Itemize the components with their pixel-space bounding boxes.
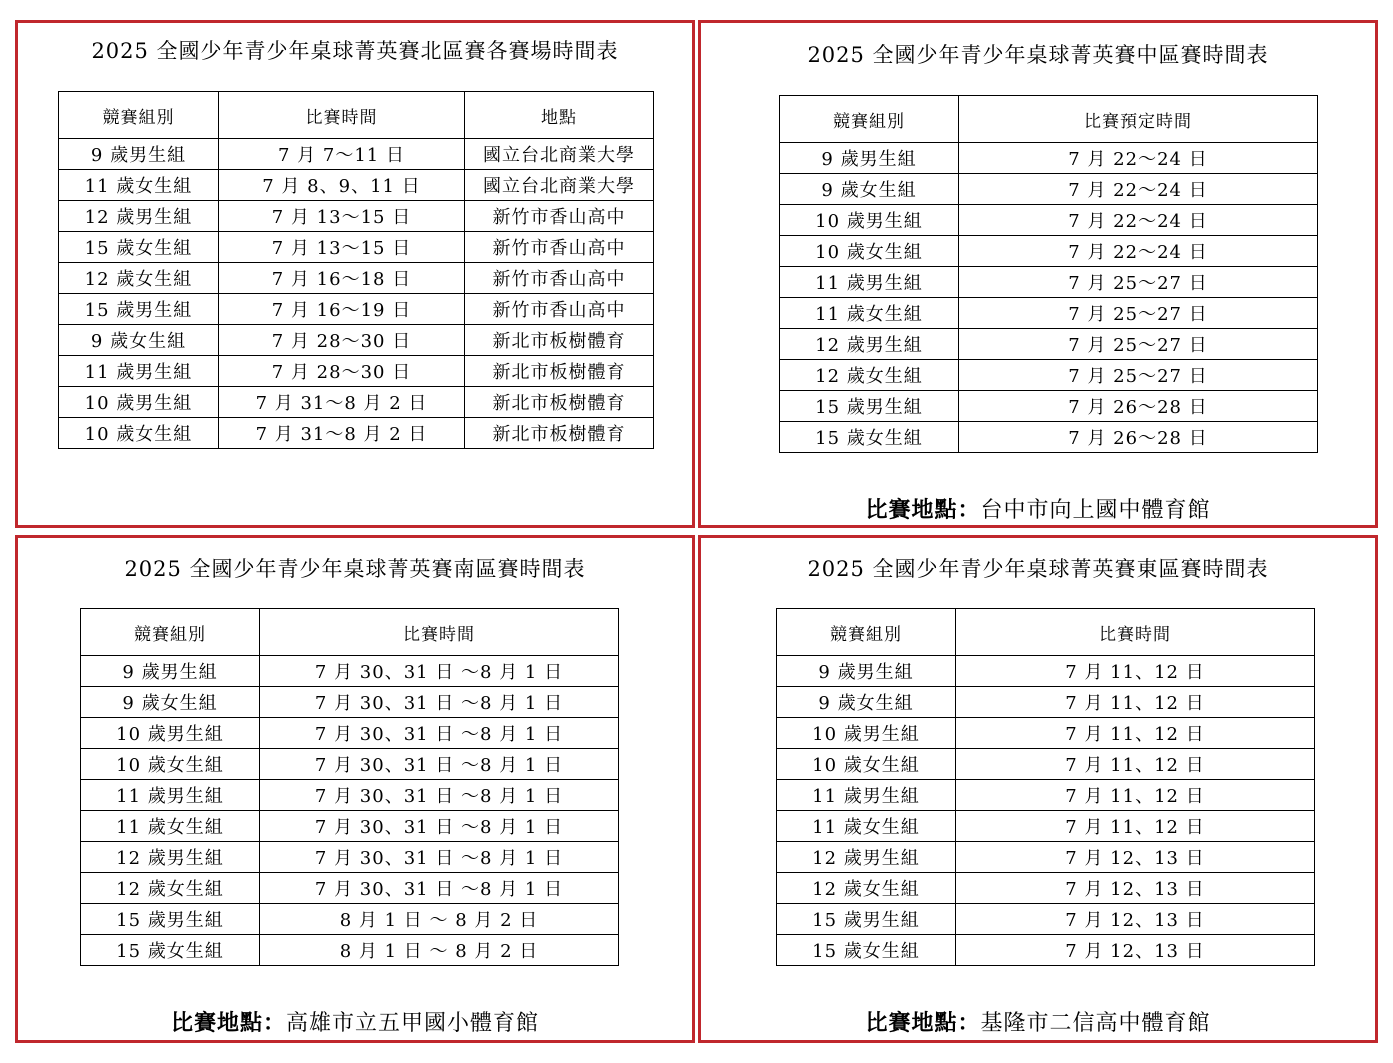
cell-group: 15 歲女生組 [81,935,260,966]
table-row [777,873,1315,904]
cell-time: 7 月 11、12 日 [956,811,1315,842]
cell-time: 7 月 22～24 日 [959,174,1318,205]
cell-group: 15 歲男生組 [777,904,956,935]
table-row [81,687,619,718]
table-row [81,780,619,811]
table-row [59,139,654,170]
cell-group: 12 歲男生組 [780,329,959,360]
table-row [59,263,654,294]
cell-group: 10 歲男生組 [81,718,260,749]
cell-time: 7 月 30、31 日 ～8 月 1 日 [260,780,619,811]
cell-time: 7 月 26～28 日 [959,422,1318,453]
table-row [59,232,654,263]
cell-time: 7 月 12、13 日 [956,935,1315,966]
cell-group: 15 歲女生組 [59,232,219,263]
table-row [81,749,619,780]
cell-place: 國立台北商業大學 [465,139,654,170]
table-row [81,904,619,935]
table-row [59,418,654,449]
venue-label: 比賽地點： [170,1010,286,1036]
venue-name: 基隆市二信高中體育館 [980,1011,1211,1036]
east-rows [777,656,1315,966]
central-table [779,95,1318,453]
cell-time: 7 月 30、31 日 ～8 月 1 日 [260,718,619,749]
cell-place: 國立台北商業大學 [465,170,654,201]
table-header-row [777,609,1315,656]
central-venue [701,493,1375,524]
cell-place: 新北市板樹體育 [465,387,654,418]
header-group: 競賽組別 [81,609,260,656]
cell-group: 10 歲女生組 [59,418,219,449]
cell-place: 新竹市香山高中 [465,263,654,294]
cell-place: 新北市板樹體育 [465,356,654,387]
cell-time: 7 月 30、31 日 ～8 月 1 日 [260,749,619,780]
table-row [780,391,1318,422]
venue-name: 台中市向上國中體育館 [980,498,1211,523]
cell-group: 9 歲女生組 [777,687,956,718]
cell-group: 12 歲男生組 [81,842,260,873]
table-row [777,687,1315,718]
header-group: 競賽組別 [777,609,956,656]
cell-time: 7 月 11、12 日 [956,656,1315,687]
venue-label: 比賽地點： [865,497,981,523]
cell-group: 11 歲女生組 [59,170,219,201]
cell-time: 7 月 12、13 日 [956,904,1315,935]
table-header-row [780,96,1318,143]
table-row [81,935,619,966]
south-panel [15,535,695,1043]
east-table [776,608,1315,966]
cell-group: 9 歲男生組 [780,143,959,174]
cell-place: 新北市板樹體育 [465,325,654,356]
table-row [777,780,1315,811]
cell-group: 15 歲男生組 [81,904,260,935]
table-row [780,205,1318,236]
cell-group: 10 歲女生組 [777,749,956,780]
cell-time: 7 月 30、31 日 ～8 月 1 日 [260,873,619,904]
table-row [59,294,654,325]
cell-place: 新竹市香山高中 [465,232,654,263]
cell-group: 10 歲女生組 [780,236,959,267]
cell-group: 9 歲男生組 [59,139,219,170]
header-place: 地點 [465,92,654,139]
cell-time: 7 月 26～28 日 [959,391,1318,422]
east-title: 2025 全國少年青少年桌球菁英賽東區賽時間表 [807,557,1269,581]
table-row [81,842,619,873]
table-row [780,143,1318,174]
north-panel [15,20,695,528]
cell-group: 9 歲女生組 [81,687,260,718]
header-time: 比賽時間 [260,609,619,656]
cell-time: 7 月 28～30 日 [219,325,465,356]
table-row [59,201,654,232]
east-panel [698,535,1378,1043]
header-time: 比賽預定時間 [959,96,1318,143]
table-row [59,170,654,201]
cell-group: 9 歲男生組 [81,656,260,687]
cell-time: 7 月 30、31 日 ～8 月 1 日 [260,656,619,687]
cell-time: 7 月 30、31 日 ～8 月 1 日 [260,687,619,718]
table-row [777,656,1315,687]
cell-time: 7 月 8、9、11 日 [219,170,465,201]
cell-time: 8 月 1 日 ～ 8 月 2 日 [260,904,619,935]
cell-group: 12 歲男生組 [59,201,219,232]
south-venue [18,1006,692,1037]
cell-group: 9 歲女生組 [59,325,219,356]
venue-label: 比賽地點： [865,1010,981,1036]
cell-group: 9 歲男生組 [777,656,956,687]
south-table [80,608,619,966]
table-row [780,267,1318,298]
table-row [81,873,619,904]
cell-time: 7 月 11、12 日 [956,687,1315,718]
cell-group: 15 歲男生組 [59,294,219,325]
table-row [81,718,619,749]
east-venue [701,1006,1375,1037]
cell-time: 7 月 13～15 日 [219,232,465,263]
cell-time: 7 月 11、12 日 [956,780,1315,811]
cell-time: 7 月 25～27 日 [959,267,1318,298]
table-header-row [81,609,619,656]
table-row [780,174,1318,205]
table-row [780,422,1318,453]
table-row [780,329,1318,360]
south-title: 2025 全國少年青少年桌球菁英賽南區賽時間表 [124,557,586,581]
cell-group: 15 歲女生組 [780,422,959,453]
cell-time: 7 月 22～24 日 [959,205,1318,236]
table-row [59,387,654,418]
north-rows [59,139,654,449]
cell-group: 12 歲女生組 [81,873,260,904]
cell-group: 11 歲女生組 [777,811,956,842]
cell-group: 11 歲男生組 [59,356,219,387]
cell-group: 12 歲女生組 [59,263,219,294]
cell-time: 7 月 25～27 日 [959,298,1318,329]
north-table [58,91,654,449]
cell-group: 11 歲男生組 [777,780,956,811]
cell-place: 新竹市香山高中 [465,201,654,232]
cell-group: 12 歲男生組 [777,842,956,873]
table-header-row [59,92,654,139]
central-panel [698,20,1378,528]
table-row [777,904,1315,935]
cell-time: 7 月 30、31 日 ～8 月 1 日 [260,842,619,873]
table-row [777,749,1315,780]
central-rows [780,143,1318,453]
cell-time: 7 月 22～24 日 [959,236,1318,267]
table-row [777,718,1315,749]
cell-group: 12 歲女生組 [780,360,959,391]
cell-group: 11 歲男生組 [780,267,959,298]
cell-time: 7 月 22～24 日 [959,143,1318,174]
cell-time: 7 月 28～30 日 [219,356,465,387]
table-row [777,811,1315,842]
cell-place: 新北市板樹體育 [465,418,654,449]
table-row [777,842,1315,873]
cell-time: 7 月 30、31 日 ～8 月 1 日 [260,811,619,842]
cell-time: 7 月 12、13 日 [956,842,1315,873]
header-time: 比賽時間 [956,609,1315,656]
central-title: 2025 全國少年青少年桌球菁英賽中區賽時間表 [807,43,1269,67]
table-row [780,298,1318,329]
cell-time: 7 月 16～19 日 [219,294,465,325]
header-group: 競賽組別 [780,96,959,143]
south-rows [81,656,619,966]
table-row [81,811,619,842]
header-time: 比賽時間 [219,92,465,139]
cell-group: 15 歲女生組 [777,935,956,966]
cell-time: 7 月 13～15 日 [219,201,465,232]
cell-group: 11 歲女生組 [81,811,260,842]
table-row [780,236,1318,267]
cell-time: 7 月 7～11 日 [219,139,465,170]
header-group: 競賽組別 [59,92,219,139]
cell-time: 7 月 31～8 月 2 日 [219,418,465,449]
cell-group: 10 歲女生組 [81,749,260,780]
cell-time: 7 月 11、12 日 [956,749,1315,780]
table-row [777,935,1315,966]
table-row [780,360,1318,391]
cell-group: 10 歲男生組 [780,205,959,236]
cell-time: 7 月 25～27 日 [959,329,1318,360]
cell-group: 12 歲女生組 [777,873,956,904]
cell-time: 8 月 1 日 ～ 8 月 2 日 [260,935,619,966]
cell-time: 7 月 31～8 月 2 日 [219,387,465,418]
cell-time: 7 月 16～18 日 [219,263,465,294]
north-title: 2025 全國少年青少年桌球菁英賽北區賽各賽場時間表 [91,39,619,63]
cell-place: 新竹市香山高中 [465,294,654,325]
table-row [81,656,619,687]
cell-group: 11 歲男生組 [81,780,260,811]
cell-group: 10 歲男生組 [59,387,219,418]
cell-time: 7 月 12、13 日 [956,873,1315,904]
table-row [59,325,654,356]
venue-name: 高雄市立五甲國小體育館 [286,1011,540,1036]
cell-group: 10 歲男生組 [777,718,956,749]
cell-time: 7 月 11、12 日 [956,718,1315,749]
cell-group: 15 歲男生組 [780,391,959,422]
cell-time: 7 月 25～27 日 [959,360,1318,391]
cell-group: 9 歲女生組 [780,174,959,205]
cell-group: 11 歲女生組 [780,298,959,329]
table-row [59,356,654,387]
